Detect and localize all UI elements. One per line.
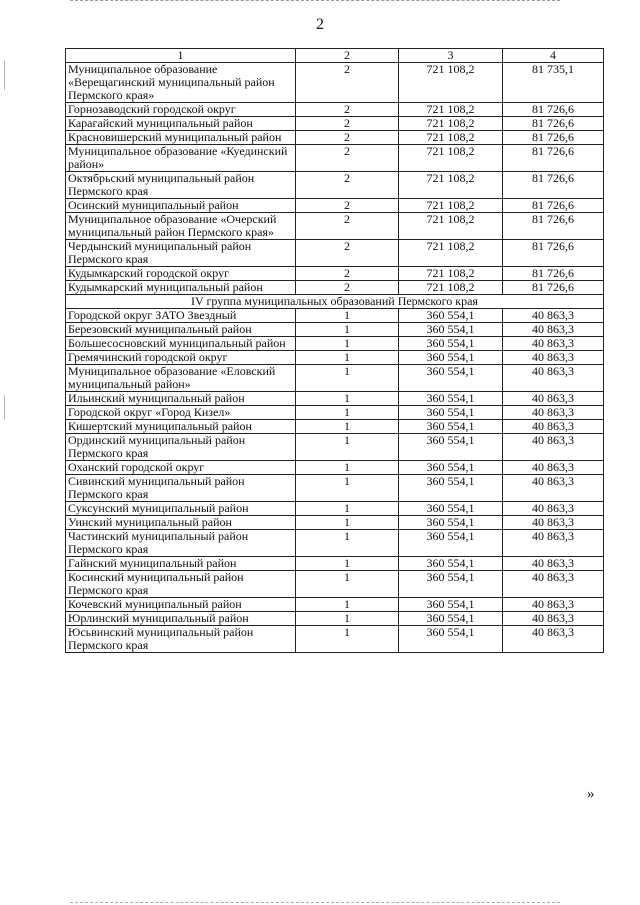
table-row xyxy=(66,461,604,475)
group-number-cell: 2 xyxy=(296,145,399,172)
table-row xyxy=(66,626,604,653)
column-header: 1 xyxy=(66,49,296,63)
municipality-name-cell: Городской округ ЗАТО Звездный xyxy=(66,309,296,323)
municipality-name-cell: Красновишерский муниципальный район xyxy=(66,131,296,145)
group-number-cell: 2 xyxy=(296,240,399,267)
amount-cell: 40 863,3 xyxy=(503,516,604,530)
municipality-name-cell: Кудымкарский муниципальный район xyxy=(66,281,296,295)
amount-cell: 81 735,1 xyxy=(503,63,604,103)
bottom-scan-line xyxy=(70,902,560,904)
amount-cell: 360 554,1 xyxy=(399,323,503,337)
amount-cell: 360 554,1 xyxy=(399,530,503,557)
municipality-name-cell: Большесосновский муниципальный район xyxy=(66,337,296,351)
municipality-name-cell: Городской округ «Город Кизел» xyxy=(66,406,296,420)
group-number-cell: 1 xyxy=(296,461,399,475)
amount-cell: 40 863,3 xyxy=(503,420,604,434)
group-title: IV группа муниципальных образований Пермского края xyxy=(66,295,604,309)
municipality-name-cell: Октябрьский муниципальный район Пермского края xyxy=(66,172,296,199)
column-header: 2 xyxy=(296,49,399,63)
amount-cell: 721 108,2 xyxy=(399,63,503,103)
table-row xyxy=(66,530,604,557)
table-row xyxy=(66,172,604,199)
amount-cell: 360 554,1 xyxy=(399,434,503,461)
municipality-name-cell: Оханский городской округ xyxy=(66,461,296,475)
allocation-table xyxy=(65,48,604,653)
group-number-cell: 2 xyxy=(296,103,399,117)
group-number-cell: 1 xyxy=(296,571,399,598)
group-number-cell: 1 xyxy=(296,612,399,626)
table-row xyxy=(66,612,604,626)
group-number-cell: 1 xyxy=(296,502,399,516)
table-row xyxy=(66,213,604,240)
group-number-cell: 1 xyxy=(296,420,399,434)
municipality-name-cell: Ильинский муниципальный район xyxy=(66,392,296,406)
municipality-name-cell: Суксунский муниципальный район xyxy=(66,502,296,516)
amount-cell: 40 863,3 xyxy=(503,530,604,557)
group-number-cell: 1 xyxy=(296,598,399,612)
page-number: 2 xyxy=(316,16,324,33)
left-scan-mark xyxy=(4,395,5,420)
amount-cell: 40 863,3 xyxy=(503,502,604,516)
municipality-name-cell: Юрлинский муниципальный район xyxy=(66,612,296,626)
group-number-cell: 2 xyxy=(296,281,399,295)
amount-cell: 40 863,3 xyxy=(503,309,604,323)
group-number-cell: 2 xyxy=(296,199,399,213)
table-row xyxy=(66,63,604,103)
table-row xyxy=(66,117,604,131)
group-number-cell: 2 xyxy=(296,267,399,281)
amount-cell: 721 108,2 xyxy=(399,172,503,199)
municipality-name-cell: Чердынский муниципальный район Пермского края xyxy=(66,240,296,267)
group-number-cell: 1 xyxy=(296,337,399,351)
group-number-cell: 1 xyxy=(296,557,399,571)
group-number-cell: 1 xyxy=(296,309,399,323)
amount-cell: 81 726,6 xyxy=(503,281,604,295)
municipality-name-cell: Гайнский муниципальный район xyxy=(66,557,296,571)
table-row xyxy=(66,281,604,295)
municipality-name-cell: Муниципальное образование «Куединский район» xyxy=(66,145,296,172)
amount-cell: 360 554,1 xyxy=(399,351,503,365)
amount-cell: 360 554,1 xyxy=(399,406,503,420)
amount-cell: 721 108,2 xyxy=(399,145,503,172)
amount-cell: 40 863,3 xyxy=(503,626,604,653)
amount-cell: 360 554,1 xyxy=(399,420,503,434)
group-number-cell: 1 xyxy=(296,626,399,653)
table-row xyxy=(66,406,604,420)
amount-cell: 40 863,3 xyxy=(503,612,604,626)
amount-cell: 721 108,2 xyxy=(399,213,503,240)
table-row xyxy=(66,240,604,267)
group-number-cell: 1 xyxy=(296,323,399,337)
municipality-name-cell: Муниципальное образование «Верещагинский муниципальный район Пермского края» xyxy=(66,63,296,103)
municipality-name-cell: Карагайский муниципальный район xyxy=(66,117,296,131)
table-row xyxy=(66,434,604,461)
amount-cell: 81 726,6 xyxy=(503,103,604,117)
group-number-cell: 2 xyxy=(296,213,399,240)
municipality-name-cell: Косинский муниципальный район Пермского края xyxy=(66,571,296,598)
amount-cell: 40 863,3 xyxy=(503,434,604,461)
municipality-name-cell: Горнозаводский городской округ xyxy=(66,103,296,117)
amount-cell: 81 726,6 xyxy=(503,199,604,213)
table-row xyxy=(66,502,604,516)
header-row xyxy=(66,49,604,63)
group-number-cell: 1 xyxy=(296,475,399,502)
amount-cell: 360 554,1 xyxy=(399,337,503,351)
municipality-name-cell: Березовский муниципальный район xyxy=(66,323,296,337)
group-number-cell: 2 xyxy=(296,117,399,131)
table-row xyxy=(66,351,604,365)
amount-cell: 40 863,3 xyxy=(503,557,604,571)
amount-cell: 40 863,3 xyxy=(503,598,604,612)
municipality-name-cell: Кишертский муниципальный район xyxy=(66,420,296,434)
municipality-name-cell: Юсьвинский муниципальный район Пермского края xyxy=(66,626,296,653)
table-row xyxy=(66,475,604,502)
column-header: 4 xyxy=(503,49,604,63)
amount-cell: 360 554,1 xyxy=(399,461,503,475)
table-row xyxy=(66,323,604,337)
table-row xyxy=(66,103,604,117)
group-number-cell: 1 xyxy=(296,406,399,420)
amount-cell: 40 863,3 xyxy=(503,392,604,406)
amount-cell: 40 863,3 xyxy=(503,461,604,475)
table-row xyxy=(66,516,604,530)
table-row xyxy=(66,267,604,281)
amount-cell: 40 863,3 xyxy=(503,475,604,502)
amount-cell: 360 554,1 xyxy=(399,392,503,406)
table-row xyxy=(66,337,604,351)
table-row xyxy=(66,392,604,406)
table-row xyxy=(66,557,604,571)
amount-cell: 721 108,2 xyxy=(399,103,503,117)
municipality-name-cell: Уинский муниципальный район xyxy=(66,516,296,530)
amount-cell: 721 108,2 xyxy=(399,281,503,295)
left-scan-mark xyxy=(4,60,5,90)
amount-cell: 81 726,6 xyxy=(503,131,604,145)
group-number-cell: 2 xyxy=(296,131,399,145)
table-row xyxy=(66,131,604,145)
group-number-cell: 1 xyxy=(296,392,399,406)
column-header: 3 xyxy=(399,49,503,63)
group-number-cell: 1 xyxy=(296,351,399,365)
municipality-name-cell: Кудымкарский городской округ xyxy=(66,267,296,281)
amount-cell: 721 108,2 xyxy=(399,131,503,145)
amount-cell: 721 108,2 xyxy=(399,199,503,213)
table-row xyxy=(66,199,604,213)
top-scan-line xyxy=(70,0,560,2)
amount-cell: 360 554,1 xyxy=(399,612,503,626)
amount-cell: 360 554,1 xyxy=(399,598,503,612)
amount-cell: 81 726,6 xyxy=(503,213,604,240)
table-row xyxy=(66,309,604,323)
amount-cell: 81 726,6 xyxy=(503,145,604,172)
municipality-name-cell: Гремячинский городской округ xyxy=(66,351,296,365)
amount-cell: 721 108,2 xyxy=(399,117,503,131)
amount-cell: 40 863,3 xyxy=(503,351,604,365)
group-number-cell: 2 xyxy=(296,172,399,199)
amount-cell: 40 863,3 xyxy=(503,571,604,598)
amount-cell: 360 554,1 xyxy=(399,365,503,392)
group-number-cell: 2 xyxy=(296,63,399,103)
amount-cell: 721 108,2 xyxy=(399,240,503,267)
group-number-cell: 1 xyxy=(296,530,399,557)
municipality-name-cell: Частинский муниципальный район Пермского края xyxy=(66,530,296,557)
municipality-name-cell: Осинский муниципальный район xyxy=(66,199,296,213)
table-row xyxy=(66,365,604,392)
amount-cell: 40 863,3 xyxy=(503,323,604,337)
municipality-name-cell: Муниципальное образование «Очерский муниципальный район Пермского края» xyxy=(66,213,296,240)
table-row xyxy=(66,145,604,172)
amount-cell: 360 554,1 xyxy=(399,516,503,530)
amount-cell: 81 726,6 xyxy=(503,117,604,131)
amount-cell: 360 554,1 xyxy=(399,309,503,323)
municipality-name-cell: Кочевский муниципальный район xyxy=(66,598,296,612)
group-header-row xyxy=(66,295,604,309)
municipality-name-cell: Ординский муниципальный район Пермского края xyxy=(66,434,296,461)
amount-cell: 360 554,1 xyxy=(399,571,503,598)
amount-cell: 40 863,3 xyxy=(503,365,604,392)
amount-cell: 40 863,3 xyxy=(503,406,604,420)
amount-cell: 40 863,3 xyxy=(503,337,604,351)
group-number-cell: 1 xyxy=(296,516,399,530)
table-row xyxy=(66,571,604,598)
group-number-cell: 1 xyxy=(296,365,399,392)
amount-cell: 721 108,2 xyxy=(399,267,503,281)
amount-cell: 81 726,6 xyxy=(503,240,604,267)
amount-cell: 81 726,6 xyxy=(503,267,604,281)
amount-cell: 360 554,1 xyxy=(399,475,503,502)
municipality-name-cell: Муниципальное образование «Еловский муниципальный район» xyxy=(66,365,296,392)
amount-cell: 81 726,6 xyxy=(503,172,604,199)
table-row xyxy=(66,420,604,434)
municipality-name-cell: Сивинский муниципальный район Пермского края xyxy=(66,475,296,502)
continuation-mark: » xyxy=(587,786,595,802)
group-number-cell: 1 xyxy=(296,434,399,461)
amount-cell: 360 554,1 xyxy=(399,502,503,516)
amount-cell: 360 554,1 xyxy=(399,626,503,653)
table-row xyxy=(66,598,604,612)
amount-cell: 360 554,1 xyxy=(399,557,503,571)
